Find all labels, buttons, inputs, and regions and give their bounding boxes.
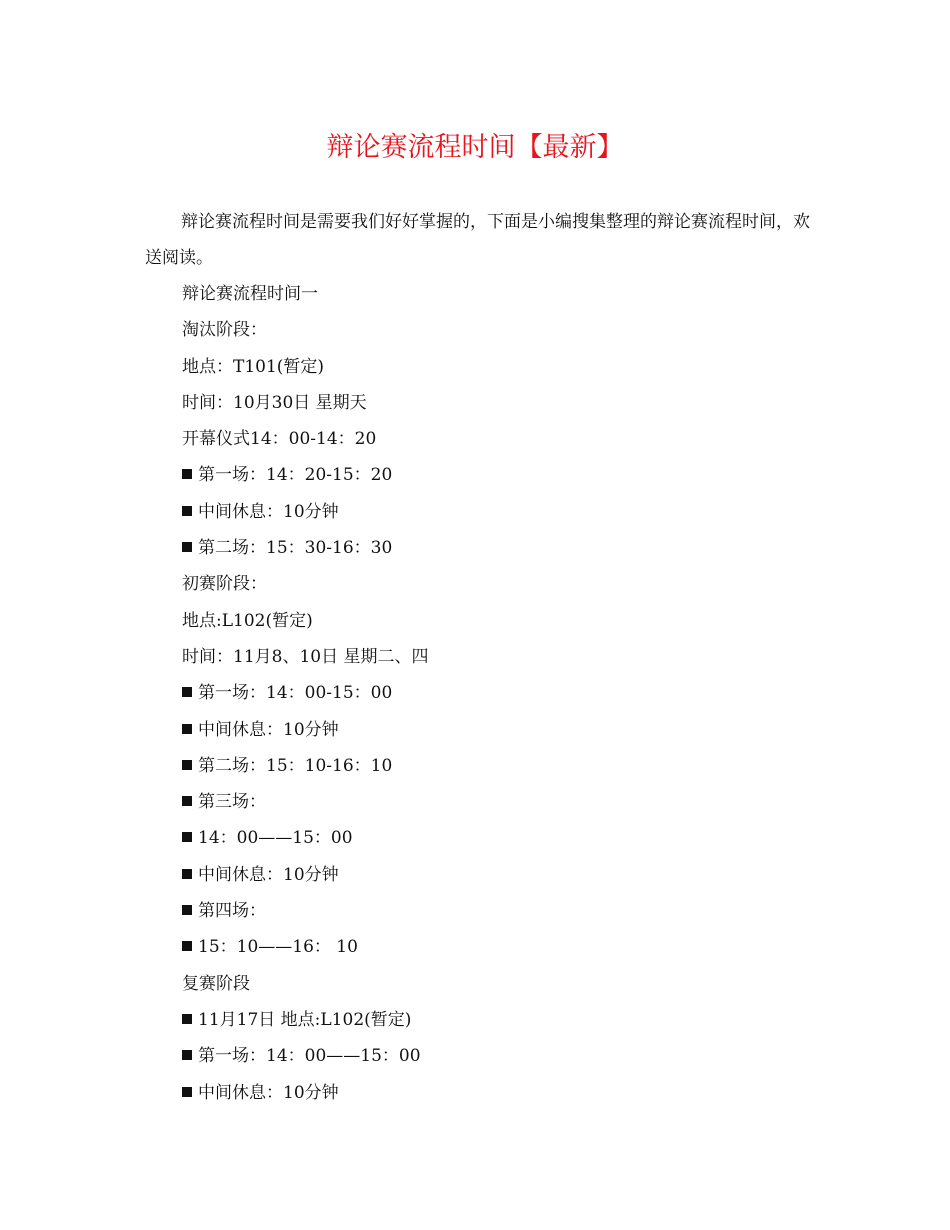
line-text: 第二场：15：30-16：30: [198, 538, 393, 559]
text-line: [182, 349, 822, 385]
line-text: 辩论赛流程时间一: [182, 284, 318, 304]
square-bullet-icon: [182, 796, 192, 806]
text-line: [182, 966, 822, 1002]
bullet-line: [182, 748, 822, 784]
square-bullet-icon: [182, 469, 192, 479]
bullet-line: [182, 1038, 822, 1074]
line-text: 复赛阶段: [182, 973, 250, 994]
line-text: 第一场：14：00-15：00: [198, 683, 393, 704]
bullet-line: [182, 857, 822, 893]
square-bullet-icon: [182, 1014, 192, 1024]
text-line: [182, 276, 822, 312]
bullet-line: [182, 1002, 822, 1038]
bullet-line: [182, 712, 822, 748]
line-text: 地点:L102(暂定): [182, 610, 313, 631]
line-text: 第一场：14：00——15：00: [198, 1046, 421, 1067]
schedule-lines: [182, 276, 822, 1111]
square-bullet-icon: [182, 1050, 192, 1060]
text-line: [182, 639, 822, 675]
line-text: 第三场：: [198, 792, 266, 813]
bullet-line: [182, 530, 822, 566]
bullet-line: [182, 494, 822, 530]
square-bullet-icon: [182, 506, 192, 516]
text-line: [182, 566, 822, 602]
bullet-line: [182, 1075, 822, 1111]
square-bullet-icon: [182, 905, 192, 915]
text-line: [182, 385, 822, 421]
line-text: 11月17日 地点:L102(暂定): [198, 1009, 412, 1030]
bullet-line: [182, 929, 822, 965]
square-bullet-icon: [182, 869, 192, 879]
line-text: 时间：10月30日 星期天: [182, 392, 367, 413]
square-bullet-icon: [182, 941, 192, 951]
line-text: 第二场：15：10-16：10: [198, 755, 393, 776]
line-text: 中间休息：10分钟: [198, 719, 339, 740]
square-bullet-icon: [182, 832, 192, 842]
bullet-line: [182, 820, 822, 856]
square-bullet-icon: [182, 724, 192, 734]
line-text: 淘汰阶段：: [182, 320, 267, 341]
square-bullet-icon: [182, 542, 192, 552]
line-text: 开幕仪式14：00-14：20: [182, 429, 377, 450]
square-bullet-icon: [182, 1087, 192, 1097]
text-line: [182, 421, 822, 457]
line-text: 第四场：: [198, 901, 266, 922]
line-text: 中间休息：10分钟: [198, 1082, 339, 1103]
line-text: 中间休息：10分钟: [198, 864, 339, 885]
line-text: 时间：11月8、10日 星期二、四: [182, 646, 429, 667]
bullet-line: [182, 893, 822, 929]
bullet-line: [182, 784, 822, 820]
line-text: 初赛阶段：: [182, 574, 267, 595]
bullet-line: [182, 675, 822, 711]
line-text: 中间休息：10分钟: [198, 501, 339, 522]
text-line: [182, 603, 822, 639]
line-text: 地点：T101(暂定): [182, 356, 325, 377]
square-bullet-icon: [182, 760, 192, 770]
line-text: 14：00——15：00: [198, 828, 353, 849]
line-text: 15：10——16： 10: [198, 937, 358, 958]
text-line: [182, 312, 822, 348]
bullet-line: [182, 457, 822, 493]
document-title: 辩论赛流程时间【最新】: [326, 132, 624, 163]
square-bullet-icon: [182, 687, 192, 697]
intro-paragraph: 辩论赛流程时间是需要我们好好掌握的，下面是小编搜集整理的辩论赛流程时间，欢送阅读。: [145, 212, 810, 268]
line-text: 第一场：14：20-15：20: [198, 465, 393, 486]
